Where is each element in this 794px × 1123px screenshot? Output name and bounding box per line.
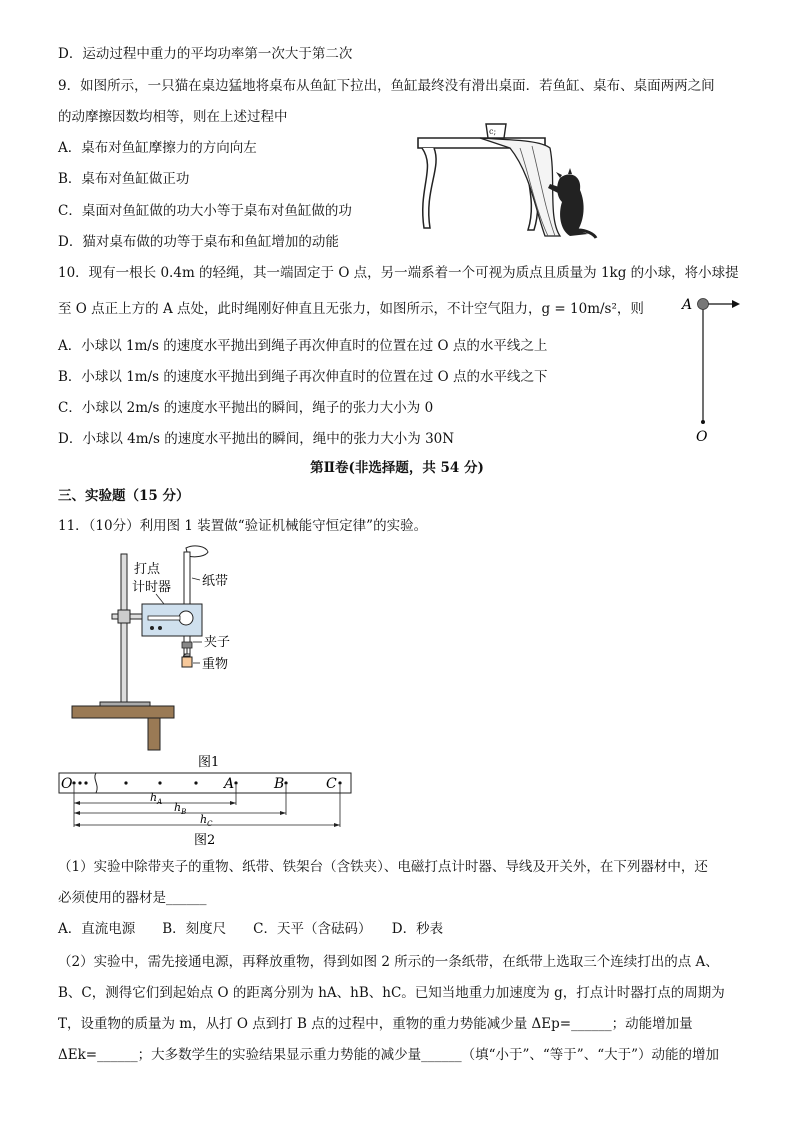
q9-option-d: D．猫对桌布做的功等于桌布和鱼缸增加的动能 <box>58 234 339 250</box>
q9-option-a: A．桌布对鱼缸摩擦力的方向向左 <box>58 140 257 156</box>
q10-option-a: A．小球以 1m/s 的速度水平抛出到绳子再次伸直时的位置在过 O 点的水平线之上 <box>58 338 548 354</box>
q9-stem-line1: 9．如图所示，一只猫在桌边猛地将桌布从鱼缸下拉出，鱼缸最终没有滑出桌面．若鱼缸、桌布、桌面两两之间 <box>58 78 715 94</box>
q10-option-c: C．小球以 2m/s 的速度水平抛出的瞬间，绳子的张力大小为 0 <box>58 400 434 416</box>
q10-stem-line2: 至 O 点正上方的 A 点处，此时绳刚好伸直且无张力，如图所示，不计空气阻力，g = 10m/s²，则 <box>58 301 644 317</box>
part2-title: 第Ⅱ卷(非选择题，共 54 分) <box>310 460 484 476</box>
q10-option-b: B．小球以 1m/s 的速度水平抛出到绳子再次伸直时的位置在过 O 点的水平线之下 <box>58 369 548 385</box>
q8-option-d: D．运动过程中重力的平均功率第一次大于第二次 <box>58 46 353 62</box>
svg-text:c;: c; <box>489 127 497 136</box>
fig1-label-timer1: 打点 <box>134 562 161 577</box>
q11-fig1-apparatus <box>60 542 260 772</box>
q11-p1-options: A．直流电源 B．刻度尺 C．天平（含砝码） D．秒表 <box>58 921 444 937</box>
q10-stem-line1: 10．现有一根长 0.4m 的轻绳，其一端固定于 O 点，另一端系着一个可视为质点且质量为 1kg 的小球，将小球提 <box>58 265 739 281</box>
fig2-sub-c: C <box>207 820 213 828</box>
fig1-label-clip: 夹子 <box>204 635 231 650</box>
q9-cat-table-figure <box>410 118 610 243</box>
q11-p1-line1: （1）实验中除带夹子的重物、纸带、铁架台（含铁夹）、电磁打点计时器、导线及开关外，在下列器材中，还 <box>58 859 708 875</box>
fig2-label-hb: h <box>174 801 182 814</box>
fig2-sub-b: B <box>181 808 187 816</box>
fig1-label-timer2: 计时器 <box>132 580 172 595</box>
q11-stem: 11．（10分）利用图 1 装置做“验证机械能守恒定律”的实验。 <box>58 518 428 534</box>
q10-rope-figure <box>676 292 746 444</box>
q11-p2-line3: T，设重物的质量为 m，从打 O 点到打 B 点的过程中，重物的重力势能减少量 ΔEp=______；动能增加量 <box>58 1016 693 1032</box>
fig2-label-o: O <box>61 776 73 792</box>
q11-fig2-tape <box>58 771 358 851</box>
q10-option-d: D．小球以 4m/s 的速度水平抛出的瞬间，绳中的张力大小为 30N <box>58 431 455 447</box>
q11-p2-line4: ΔEk=______；大多数学生的实验结果显示重力势能的减少量______（填“小于”、“等于”、“大于”）动能的增加 <box>58 1047 720 1063</box>
q9-option-b: B．桌布对鱼缸做正功 <box>58 171 190 187</box>
section3-title: 三、实验题（15 分） <box>58 488 190 504</box>
fig1-label-weight: 重物 <box>202 657 229 672</box>
fig2-sub-a: A <box>157 798 163 806</box>
q9-option-c: C．桌面对鱼缸做的功大小等于桌布对鱼缸做的功 <box>58 203 352 219</box>
fig1-caption: 图1 <box>198 755 220 770</box>
q9-stem-line2: 的动摩擦因数均相等，则在上述过程中 <box>58 109 288 125</box>
fig1-label-tape: 纸带 <box>202 574 229 589</box>
q10-label-o: O <box>696 429 708 444</box>
fig2-label-b: B <box>274 776 285 792</box>
fig2-label-hc: h <box>200 813 208 826</box>
fig2-caption: 图2 <box>194 833 216 848</box>
fig2-label-c: C <box>326 776 337 792</box>
q10-label-a: A <box>682 297 693 313</box>
svg-text:hC <box>200 813 213 828</box>
q11-p1-line2: 必须使用的器材是______ <box>58 890 207 906</box>
q11-p2-line2: B、C，测得它们到起始点 O 的距离分别为 hA、hB、hC。已知当地重力加速度为 g，打点计时器打点的周期为 <box>58 985 725 1001</box>
fig2-label-ha: h <box>150 791 158 804</box>
q11-p2-line1: （2）实验中，需先接通电源，再释放重物，得到如图 2 所示的一条纸带，在纸带上选取三个连续打出的点 A、 <box>58 954 719 970</box>
fig2-label-a: A <box>224 776 235 792</box>
